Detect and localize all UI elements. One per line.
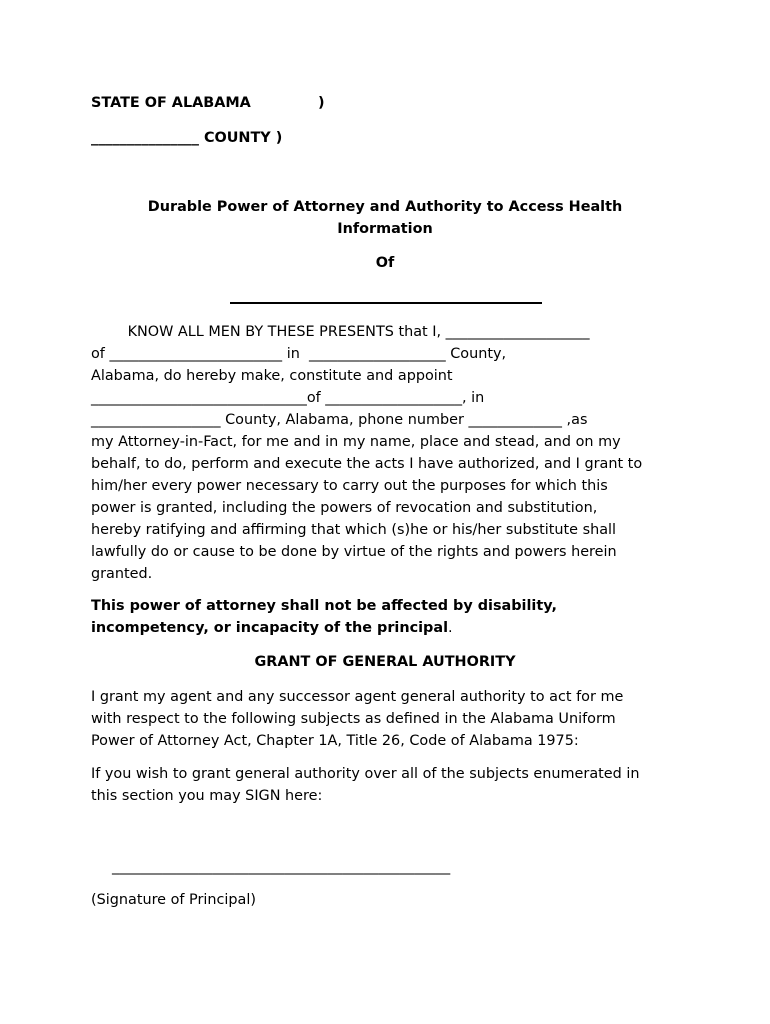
intro-line: him/her every power necessary to carry out the purposes for which this	[91, 478, 608, 494]
intro-line: KNOW ALL MEN BY THESE PRESENTS that I, ____________________	[91, 324, 590, 340]
sign-line: this section you may SIGN here:	[91, 788, 323, 804]
county-label: COUNTY )	[203, 130, 283, 146]
intro-line: lawfully do or cause to be done by virtue of the rights and powers herein	[91, 544, 617, 560]
grant-line: Power of Attorney Act, Chapter 1A, Title 26, Code of Alabama 1975:	[91, 733, 579, 749]
disability-period: .	[448, 620, 453, 636]
document-title-line1: Durable Power of Attorney and Authority to Access Health	[147, 199, 623, 215]
state-paren: )	[318, 95, 325, 111]
intro-line: of ________________________ in ___________________ County,	[91, 346, 507, 362]
principal-name-rule	[230, 302, 542, 304]
intro-line: granted.	[91, 566, 153, 582]
intro-line: __________________ County, Alabama, phone number _____________ ,as	[91, 412, 588, 428]
signature-blank[interactable]: _______________________________________________	[112, 859, 451, 875]
intro-line: my Attorney-in-Fact, for me and in my name, place and stead, and on my	[91, 434, 621, 450]
title-of: Of	[375, 255, 395, 271]
intro-line: power is granted, including the powers of revocation and substitution,	[91, 500, 598, 516]
sign-instructions	[91, 763, 639, 807]
document-title-line2: Information	[337, 221, 433, 237]
intro-line: ______________________________of ___________________, in	[91, 390, 485, 406]
intro-line: Alabama, do hereby make, constitute and appoint	[91, 368, 453, 384]
county-blank: _______________	[91, 130, 199, 146]
disability-clause	[91, 595, 557, 639]
intro-line: hereby ratifying and affirming that which (s)he or his/her substitute shall	[91, 522, 617, 538]
intro-paragraph	[91, 321, 642, 585]
signature-label: (Signature of Principal)	[91, 892, 256, 908]
state-label: STATE OF ALABAMA	[91, 95, 251, 111]
grant-paragraph	[91, 686, 623, 752]
grant-line: I grant my agent and any successor agent general authority to act for me	[91, 689, 624, 705]
grant-heading: GRANT OF GENERAL AUTHORITY	[254, 654, 516, 670]
disability-line1: This power of attorney shall not be affected by disability,	[91, 598, 557, 614]
disability-line2: incompetency, or incapacity of the principal	[91, 620, 448, 636]
grant-line: with respect to the following subjects as defined in the Alabama Uniform	[91, 711, 616, 727]
county-line	[91, 127, 282, 149]
sign-line: If you wish to grant general authority over all of the subjects enumerated in	[91, 766, 640, 782]
intro-line: behalf, to do, perform and execute the acts I have authorized, and I grant to	[91, 456, 643, 472]
